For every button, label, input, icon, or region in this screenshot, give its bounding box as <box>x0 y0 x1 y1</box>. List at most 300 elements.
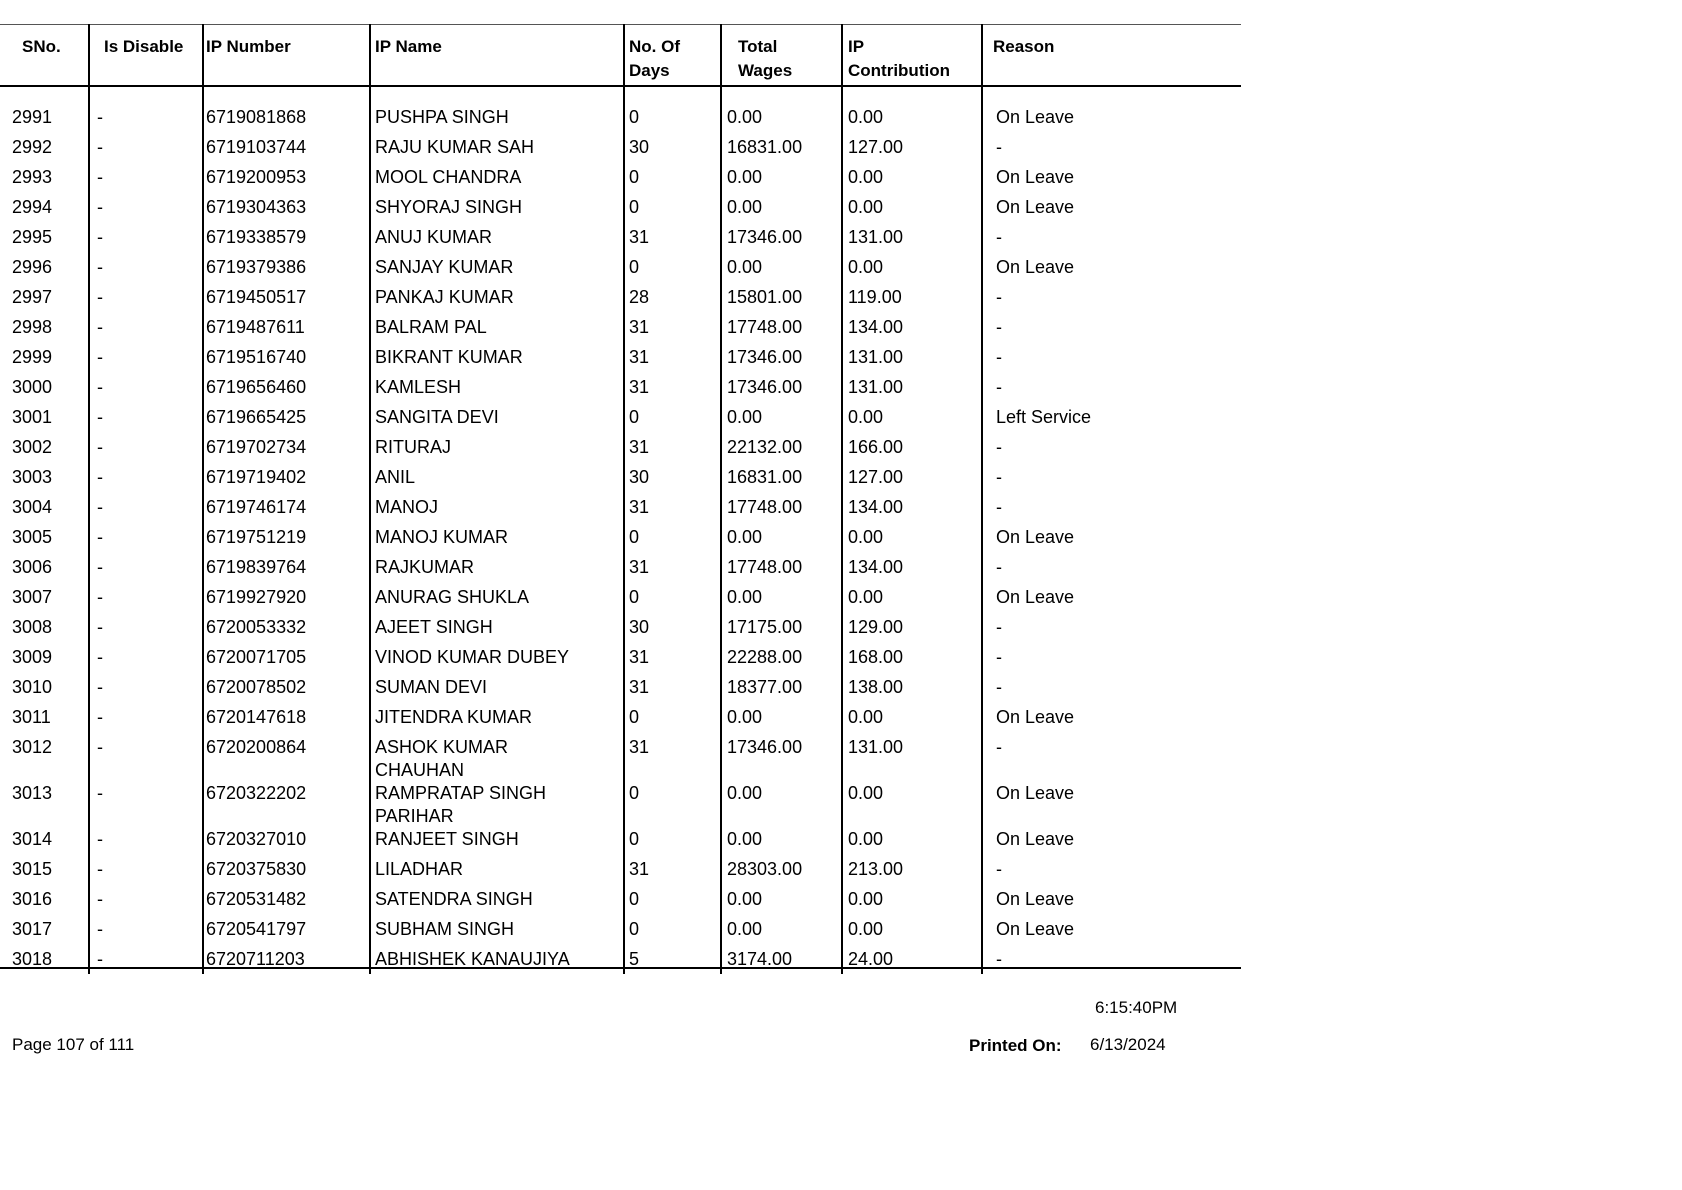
cell-total-wages: 0.00 <box>727 257 763 277</box>
cell-ip-number: 6720711203 <box>206 949 305 969</box>
table-row <box>0 286 1241 316</box>
ip-name-line: AJEET SINGH <box>375 617 493 637</box>
ip-name-line: RAMPRATAP SINGH <box>375 783 547 803</box>
cell-ip-name <box>375 106 509 129</box>
cell-total-wages: 0.00 <box>727 197 763 217</box>
cell-total-wages: 0.00 <box>727 587 763 607</box>
cell-is-disable: - <box>97 167 103 187</box>
cell-sno: 3015 <box>12 859 53 879</box>
cell-ip-name <box>375 196 522 219</box>
cell-reason: Left Service <box>996 407 1092 427</box>
cell-no-of-days: 31 <box>629 497 650 517</box>
cell-ip-contribution: 134.00 <box>848 497 904 517</box>
cell-is-disable: - <box>97 437 103 457</box>
cell-no-of-days: 30 <box>629 617 650 637</box>
cell-ip-name <box>375 586 529 609</box>
cell-reason: - <box>996 467 1002 487</box>
cell-total-wages: 17346.00 <box>727 227 803 247</box>
ip-name-line: SUBHAM SINGH <box>375 919 515 939</box>
cell-ip-number: 6719839764 <box>206 557 307 577</box>
cell-ip-name <box>375 888 533 911</box>
cell-total-wages: 0.00 <box>727 919 763 939</box>
cell-ip-name <box>375 376 461 399</box>
cell-ip-contribution: 129.00 <box>848 617 904 637</box>
cell-is-disable: - <box>97 107 103 127</box>
table-row <box>0 586 1241 616</box>
cell-ip-number: 6719081868 <box>206 107 307 127</box>
ip-name-line: SANJAY KUMAR <box>375 257 514 277</box>
cell-ip-number: 6720078502 <box>206 677 307 697</box>
cell-no-of-days: 0 <box>629 707 640 727</box>
cell-ip-contribution: 0.00 <box>848 707 884 727</box>
cell-ip-name <box>375 526 508 549</box>
table-row <box>0 526 1241 556</box>
cell-total-wages: 0.00 <box>727 889 763 909</box>
cell-total-wages: 18377.00 <box>727 677 803 697</box>
cell-is-disable: - <box>97 707 103 727</box>
cell-reason: On Leave <box>996 587 1075 607</box>
table-row <box>0 828 1241 858</box>
cell-ip-contribution: 0.00 <box>848 167 884 187</box>
cell-ip-contribution: 134.00 <box>848 557 904 577</box>
table-row <box>0 196 1241 226</box>
cell-total-wages: 16831.00 <box>727 467 803 487</box>
cell-no-of-days: 0 <box>629 783 640 803</box>
header-total-wages <box>738 35 792 83</box>
cell-sno: 3003 <box>12 467 53 487</box>
header-is-disable: Is Disable <box>104 37 184 56</box>
cell-is-disable: - <box>97 377 103 397</box>
cell-ip-number: 6720200864 <box>206 737 307 757</box>
contribution-report-table <box>0 24 1241 970</box>
cell-sno: 3006 <box>12 557 53 577</box>
cell-is-disable: - <box>97 287 103 307</box>
cell-sno: 3005 <box>12 527 53 547</box>
cell-ip-contribution: 0.00 <box>848 527 884 547</box>
cell-ip-contribution: 127.00 <box>848 467 904 487</box>
cell-is-disable: - <box>97 859 103 879</box>
cell-sno: 2993 <box>12 167 53 187</box>
printed-on-date: 6/13/2024 <box>1090 1035 1166 1054</box>
cell-no-of-days: 0 <box>629 587 640 607</box>
cell-ip-contribution: 0.00 <box>848 587 884 607</box>
cell-reason: - <box>996 137 1002 157</box>
table-row <box>0 406 1241 436</box>
header-ip-contribution-line: IP <box>848 37 865 56</box>
cell-total-wages: 3174.00 <box>727 949 793 969</box>
cell-ip-contribution: 131.00 <box>848 227 904 247</box>
table-row <box>0 136 1241 166</box>
table-row <box>0 676 1241 706</box>
cell-sno: 2992 <box>12 137 53 157</box>
cell-ip-name <box>375 256 513 279</box>
cell-reason: - <box>996 949 1002 969</box>
header-sno: SNo. <box>22 37 61 56</box>
cell-is-disable: - <box>97 347 103 367</box>
cell-ip-contribution: 131.00 <box>848 377 904 397</box>
cell-total-wages: 0.00 <box>727 167 763 187</box>
printed-on-label: Printed On: <box>969 1036 1062 1055</box>
cell-total-wages: 0.00 <box>727 707 763 727</box>
cell-ip-name <box>375 616 493 639</box>
ip-name-line: ANUJ KUMAR <box>375 227 493 247</box>
cell-total-wages: 15801.00 <box>727 287 803 307</box>
ip-name-line: SANGITA DEVI <box>375 407 499 427</box>
cell-ip-name <box>375 496 438 519</box>
ip-name-line: RAJU KUMAR SAH <box>375 137 535 157</box>
cell-total-wages: 22132.00 <box>727 437 803 457</box>
cell-total-wages: 17175.00 <box>727 617 803 637</box>
cell-ip-number: 6719927920 <box>206 587 307 607</box>
cell-sno: 3016 <box>12 889 53 909</box>
cell-ip-contribution: 134.00 <box>848 317 904 337</box>
cell-total-wages: 17748.00 <box>727 557 803 577</box>
cell-total-wages: 0.00 <box>727 829 763 849</box>
cell-no-of-days: 31 <box>629 557 650 577</box>
cell-sno: 3014 <box>12 829 53 849</box>
cell-ip-number: 6719751219 <box>206 527 307 547</box>
cell-sno: 3007 <box>12 587 53 607</box>
cell-reason: - <box>996 859 1002 879</box>
cell-is-disable: - <box>97 829 103 849</box>
cell-ip-name <box>375 828 519 851</box>
cell-is-disable: - <box>97 919 103 939</box>
cell-ip-number: 6720071705 <box>206 647 307 667</box>
cell-is-disable: - <box>97 497 103 517</box>
cell-ip-contribution: 0.00 <box>848 829 884 849</box>
cell-ip-number: 6720541797 <box>206 919 307 939</box>
cell-ip-contribution: 168.00 <box>848 647 904 667</box>
cell-is-disable: - <box>97 949 103 969</box>
cell-reason: - <box>996 377 1002 397</box>
table-top-rule <box>0 24 1241 25</box>
page-number: Page 107 of 111 <box>12 1035 135 1054</box>
ip-name-line: PARIHAR <box>375 806 454 826</box>
cell-total-wages: 0.00 <box>727 527 763 547</box>
ip-name-line: MANOJ KUMAR <box>375 527 509 547</box>
cell-sno: 3001 <box>12 407 53 427</box>
table-row <box>0 918 1241 948</box>
cell-sno: 2994 <box>12 197 53 217</box>
cell-is-disable: - <box>97 617 103 637</box>
cell-ip-number: 6719379386 <box>206 257 307 277</box>
cell-reason: On Leave <box>996 107 1075 127</box>
cell-ip-number: 6719487611 <box>206 317 305 337</box>
cell-reason: On Leave <box>996 527 1075 547</box>
header-total-wages-line: Wages <box>738 61 793 80</box>
cell-is-disable: - <box>97 557 103 577</box>
cell-no-of-days: 30 <box>629 137 650 157</box>
cell-ip-number: 6720531482 <box>206 889 307 909</box>
cell-total-wages: 17748.00 <box>727 497 803 517</box>
cell-reason: - <box>996 737 1002 757</box>
cell-ip-number: 6719200953 <box>206 167 307 187</box>
ip-name-line: PANKAJ KUMAR <box>375 287 514 307</box>
header-reason: Reason <box>993 37 1055 56</box>
ip-name-line: MOOL CHANDRA <box>375 167 522 187</box>
cell-total-wages: 17346.00 <box>727 377 803 397</box>
cell-ip-number: 6720375830 <box>206 859 307 879</box>
cell-ip-contribution: 24.00 <box>848 949 894 969</box>
cell-no-of-days: 31 <box>629 437 650 457</box>
cell-is-disable: - <box>97 197 103 217</box>
cell-ip-name <box>375 136 534 159</box>
ip-name-line: ANIL <box>375 467 416 487</box>
ip-name-line: SUMAN DEVI <box>375 677 488 697</box>
cell-ip-contribution: 0.00 <box>848 107 884 127</box>
cell-ip-name <box>375 706 532 729</box>
cell-ip-name <box>375 858 463 881</box>
cell-ip-contribution: 0.00 <box>848 197 884 217</box>
cell-ip-number: 6719304363 <box>206 197 307 217</box>
cell-no-of-days: 0 <box>629 829 640 849</box>
cell-is-disable: - <box>97 227 103 247</box>
cell-is-disable: - <box>97 783 103 803</box>
ip-name-line: RANJEET SINGH <box>375 829 519 849</box>
cell-ip-number: 6719665425 <box>206 407 307 427</box>
ip-name-line: VINOD KUMAR DUBEY <box>375 647 570 667</box>
cell-no-of-days: 28 <box>629 287 650 307</box>
ip-name-line: ASHOK KUMAR <box>375 737 509 757</box>
cell-ip-number: 6719103744 <box>206 137 307 157</box>
ip-name-line: PUSHPA SINGH <box>375 107 509 127</box>
cell-ip-contribution: 131.00 <box>848 737 904 757</box>
table-row <box>0 782 1241 826</box>
cell-is-disable: - <box>97 677 103 697</box>
table-row <box>0 316 1241 346</box>
cell-no-of-days: 0 <box>629 527 640 547</box>
cell-ip-contribution: 131.00 <box>848 347 904 367</box>
cell-ip-contribution: 119.00 <box>848 287 902 307</box>
cell-sno: 3002 <box>12 437 53 457</box>
cell-ip-number: 6719516740 <box>206 347 307 367</box>
cell-reason: On Leave <box>996 919 1075 939</box>
header-ip-number: IP Number <box>206 37 291 56</box>
ip-name-line: ANURAG SHUKLA <box>375 587 530 607</box>
cell-ip-contribution: 0.00 <box>848 257 884 277</box>
cell-no-of-days: 5 <box>629 949 640 969</box>
cell-no-of-days: 0 <box>629 197 640 217</box>
cell-ip-contribution: 0.00 <box>848 783 884 803</box>
ip-name-line: RAJKUMAR <box>375 557 475 577</box>
cell-is-disable: - <box>97 467 103 487</box>
cell-sno: 2998 <box>12 317 53 337</box>
cell-reason: On Leave <box>996 197 1075 217</box>
cell-total-wages: 22288.00 <box>727 647 803 667</box>
cell-is-disable: - <box>97 527 103 547</box>
cell-ip-name <box>375 346 523 369</box>
header-ip-contribution <box>848 35 950 83</box>
cell-reason: - <box>996 677 1002 697</box>
cell-no-of-days: 31 <box>629 859 650 879</box>
cell-sno: 3012 <box>12 737 53 757</box>
cell-ip-contribution: 0.00 <box>848 407 884 427</box>
table-row <box>0 736 1241 780</box>
cell-ip-number: 6720327010 <box>206 829 307 849</box>
cell-reason: - <box>996 557 1002 577</box>
cell-reason: - <box>996 287 1002 307</box>
cell-ip-name <box>375 166 521 189</box>
cell-reason: On Leave <box>996 829 1075 849</box>
cell-no-of-days: 31 <box>629 317 650 337</box>
cell-ip-number: 6720322202 <box>206 783 307 803</box>
cell-ip-name <box>375 646 569 669</box>
cell-ip-contribution: 166.00 <box>848 437 904 457</box>
ip-name-line: ABHISHEK KANAUJIYA <box>375 949 570 969</box>
cell-ip-number: 6719746174 <box>206 497 307 517</box>
header-no-of-days <box>629 35 680 83</box>
ip-name-line: JITENDRA KUMAR <box>375 707 533 727</box>
table-row <box>0 556 1241 586</box>
ip-name-line: CHAUHAN <box>375 760 465 780</box>
cell-total-wages: 28303.00 <box>727 859 803 879</box>
cell-total-wages: 17346.00 <box>727 347 803 367</box>
cell-no-of-days: 31 <box>629 737 650 757</box>
table-row <box>0 436 1241 466</box>
ip-name-line: MANOJ <box>375 497 438 517</box>
cell-ip-contribution: 127.00 <box>848 137 904 157</box>
cell-sno: 3000 <box>12 377 53 397</box>
cell-sno: 3008 <box>12 617 53 637</box>
table-row <box>0 106 1241 136</box>
cell-is-disable: - <box>97 137 103 157</box>
cell-ip-name <box>375 316 487 339</box>
cell-sno: 2997 <box>12 287 53 307</box>
cell-ip-name <box>375 918 514 941</box>
cell-reason: On Leave <box>996 783 1075 803</box>
cell-no-of-days: 30 <box>629 467 650 487</box>
header-ip-name: IP Name <box>375 37 442 56</box>
cell-is-disable: - <box>97 317 103 337</box>
cell-is-disable: - <box>97 737 103 757</box>
cell-reason: - <box>996 347 1002 367</box>
cell-is-disable: - <box>97 889 103 909</box>
cell-reason: On Leave <box>996 167 1075 187</box>
cell-ip-contribution: 0.00 <box>848 919 884 939</box>
table-row <box>0 376 1241 406</box>
table-row <box>0 616 1241 646</box>
cell-ip-name <box>375 782 546 828</box>
cell-ip-number: 6719450517 <box>206 287 307 307</box>
cell-sno: 3010 <box>12 677 53 697</box>
table-row <box>0 226 1241 256</box>
cell-total-wages: 0.00 <box>727 107 763 127</box>
cell-is-disable: - <box>97 587 103 607</box>
cell-reason: - <box>996 497 1002 517</box>
cell-no-of-days: 31 <box>629 347 650 367</box>
cell-reason: On Leave <box>996 707 1075 727</box>
cell-sno: 2996 <box>12 257 53 277</box>
cell-no-of-days: 31 <box>629 677 650 697</box>
header-no-of-days-line: Days <box>629 61 670 80</box>
table-row <box>0 256 1241 286</box>
cell-is-disable: - <box>97 257 103 277</box>
cell-sno: 3009 <box>12 647 53 667</box>
cell-reason: On Leave <box>996 889 1075 909</box>
cell-ip-name <box>375 406 499 429</box>
cell-no-of-days: 0 <box>629 107 640 127</box>
ip-name-line: BALRAM PAL <box>375 317 487 337</box>
print-time: 6:15:40PM <box>1095 998 1178 1017</box>
table-row <box>0 166 1241 196</box>
table-row <box>0 948 1241 978</box>
cell-ip-name <box>375 948 570 971</box>
cell-no-of-days: 0 <box>629 167 640 187</box>
cell-ip-number: 6719719402 <box>206 467 307 487</box>
cell-no-of-days: 31 <box>629 377 650 397</box>
header-no-of-days-line: No. Of <box>629 37 680 56</box>
cell-ip-contribution: 138.00 <box>848 677 904 697</box>
ip-name-line: RITURAJ <box>375 437 451 457</box>
cell-ip-number: 6719702734 <box>206 437 307 457</box>
cell-reason: - <box>996 317 1002 337</box>
cell-no-of-days: 0 <box>629 919 640 939</box>
cell-is-disable: - <box>97 647 103 667</box>
ip-name-line: LILADHAR <box>375 859 464 879</box>
table-row <box>0 466 1241 496</box>
ip-name-line: BIKRANT KUMAR <box>375 347 523 367</box>
cell-no-of-days: 0 <box>629 257 640 277</box>
ip-name-line: SATENDRA SINGH <box>375 889 533 909</box>
cell-no-of-days: 31 <box>629 227 650 247</box>
cell-ip-number: 6719338579 <box>206 227 307 247</box>
cell-total-wages: 0.00 <box>727 407 763 427</box>
table-row <box>0 858 1241 888</box>
cell-sno: 2995 <box>12 227 53 247</box>
cell-sno: 3011 <box>12 707 51 727</box>
cell-total-wages: 17748.00 <box>727 317 803 337</box>
cell-ip-name <box>375 676 487 699</box>
cell-no-of-days: 31 <box>629 647 650 667</box>
cell-sno: 2999 <box>12 347 53 367</box>
cell-ip-contribution: 0.00 <box>848 889 884 909</box>
cell-ip-name <box>375 736 508 782</box>
cell-reason: - <box>996 227 1002 247</box>
cell-ip-contribution: 213.00 <box>848 859 904 879</box>
header-ip-contribution-line: Contribution <box>848 61 950 80</box>
header-total-wages-line: Total <box>738 37 778 56</box>
table-row <box>0 706 1241 736</box>
cell-is-disable: - <box>97 407 103 427</box>
ip-name-line: KAMLESH <box>375 377 462 397</box>
table-row <box>0 646 1241 676</box>
cell-ip-name <box>375 556 474 579</box>
cell-total-wages: 16831.00 <box>727 137 803 157</box>
cell-sno: 3004 <box>12 497 53 517</box>
cell-ip-number: 6720147618 <box>206 707 307 727</box>
ip-name-line: SHYORAJ SINGH <box>375 197 523 217</box>
cell-no-of-days: 0 <box>629 407 640 427</box>
cell-total-wages: 17346.00 <box>727 737 803 757</box>
cell-sno: 3018 <box>12 949 53 969</box>
cell-ip-number: 6720053332 <box>206 617 307 637</box>
table-row <box>0 346 1241 376</box>
cell-ip-name <box>375 436 451 459</box>
cell-reason: - <box>996 617 1002 637</box>
cell-reason: - <box>996 647 1002 667</box>
cell-reason: - <box>996 437 1002 457</box>
cell-ip-number: 6719656460 <box>206 377 307 397</box>
cell-no-of-days: 0 <box>629 889 640 909</box>
cell-ip-name <box>375 466 415 489</box>
cell-sno: 3013 <box>12 783 53 803</box>
cell-ip-name <box>375 286 514 309</box>
cell-sno: 3017 <box>12 919 53 939</box>
cell-total-wages: 0.00 <box>727 783 763 803</box>
cell-sno: 2991 <box>12 107 53 127</box>
cell-reason: On Leave <box>996 257 1075 277</box>
cell-ip-name <box>375 226 492 249</box>
